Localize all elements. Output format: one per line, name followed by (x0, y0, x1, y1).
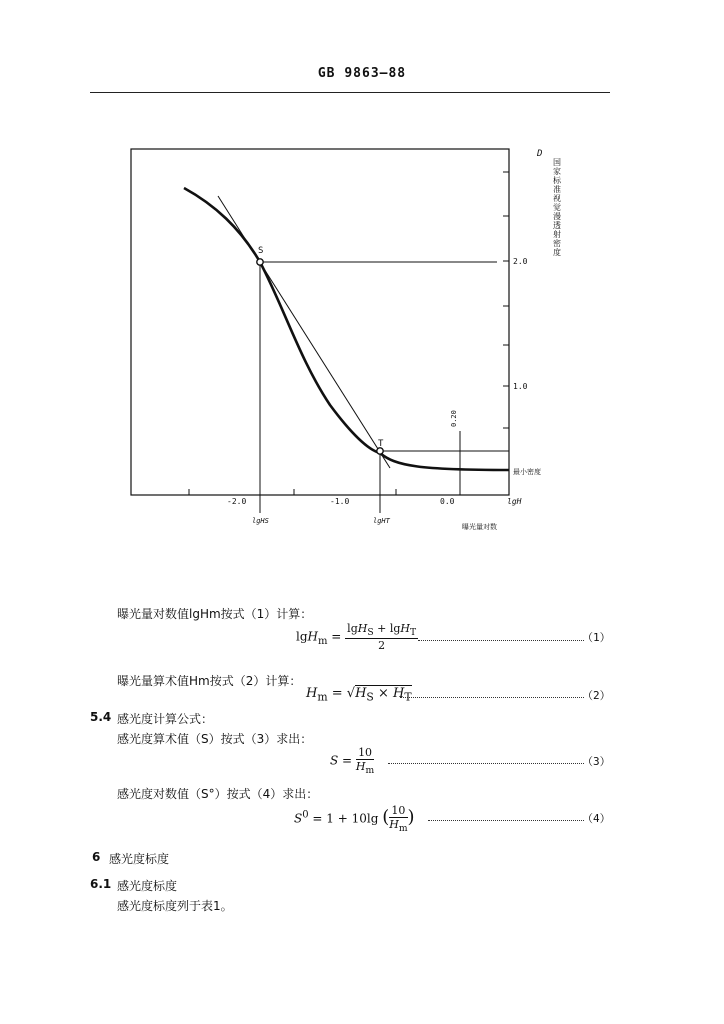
para-s: 感光度算术值（S）按式（3）求出： (117, 732, 313, 746)
y-tick-1: 1.0 (513, 382, 528, 391)
equation-4: $S^0 = 1 + 10\lg$ ( $\frac{10}{H_m}$ ) (294, 804, 415, 835)
point-s (257, 259, 263, 265)
eq2-leader-dots (400, 697, 584, 698)
para-scale: 感光度标度列于表1。 (117, 899, 233, 913)
section-6-1-title: 感光度标度 (117, 879, 178, 893)
standard-number-header: GB 9863—88 (317, 66, 407, 81)
x-axis-title: 曝光量对数 (462, 523, 497, 531)
eq1-leader-dots (418, 640, 584, 641)
para-s0: 感光度对数值（S°）按式（4）求出： (117, 787, 319, 801)
para-lg-hm: 曝光量对数值lgHm按式（1）计算： (117, 607, 313, 621)
x-axis-symbol: lgH (507, 497, 522, 506)
eq4-number: （4） (582, 812, 611, 825)
x-tick-neg1: -1.0 (330, 497, 350, 506)
x-tick-neg2: -2.0 (227, 497, 247, 506)
section-6-title: 感光度标度 (109, 852, 170, 866)
section-6-number: 6 (92, 850, 101, 864)
para-hm: 曝光量算术值Hm按式（2）计算： (117, 674, 302, 688)
characteristic-curve (184, 188, 509, 470)
y-tick-2: 2.0 (513, 257, 528, 266)
equation-3: S = $\frac{10}{H_m}$ (330, 746, 375, 777)
x-tick-0: 0.0 (440, 497, 455, 506)
plot-frame (131, 149, 509, 495)
annotation-020: 0.20 (450, 410, 458, 427)
lg-ht-label: lgHT (373, 517, 390, 525)
min-density-label: 最小密度 (513, 468, 541, 476)
eq2-number: （2） (582, 689, 611, 702)
eq3-number: （3） (582, 755, 611, 768)
point-s-label: S (258, 246, 264, 256)
point-t-label: T (378, 439, 384, 449)
lg-hs-label: lgHS (252, 517, 269, 525)
eq4-leader-dots (428, 820, 584, 821)
section-6-1-number: 6.1 (90, 877, 112, 891)
equation-1: lgH$_m$ = $\frac{\lg H_S + \lg H_T}{2}$ (296, 622, 417, 653)
eq1-number: （1） (582, 631, 611, 644)
eq3-leader-dots (388, 763, 584, 764)
section-5-4-number: 5.4 (90, 710, 112, 724)
equation-2: $H_m = √H_S \times H_T$ (306, 686, 412, 704)
y-axis-symbol: D (537, 149, 543, 159)
y-axis-title: 国家标准视觉漫透射密度 (553, 158, 561, 257)
section-5-4-title: 感光度计算公式： (117, 712, 214, 726)
